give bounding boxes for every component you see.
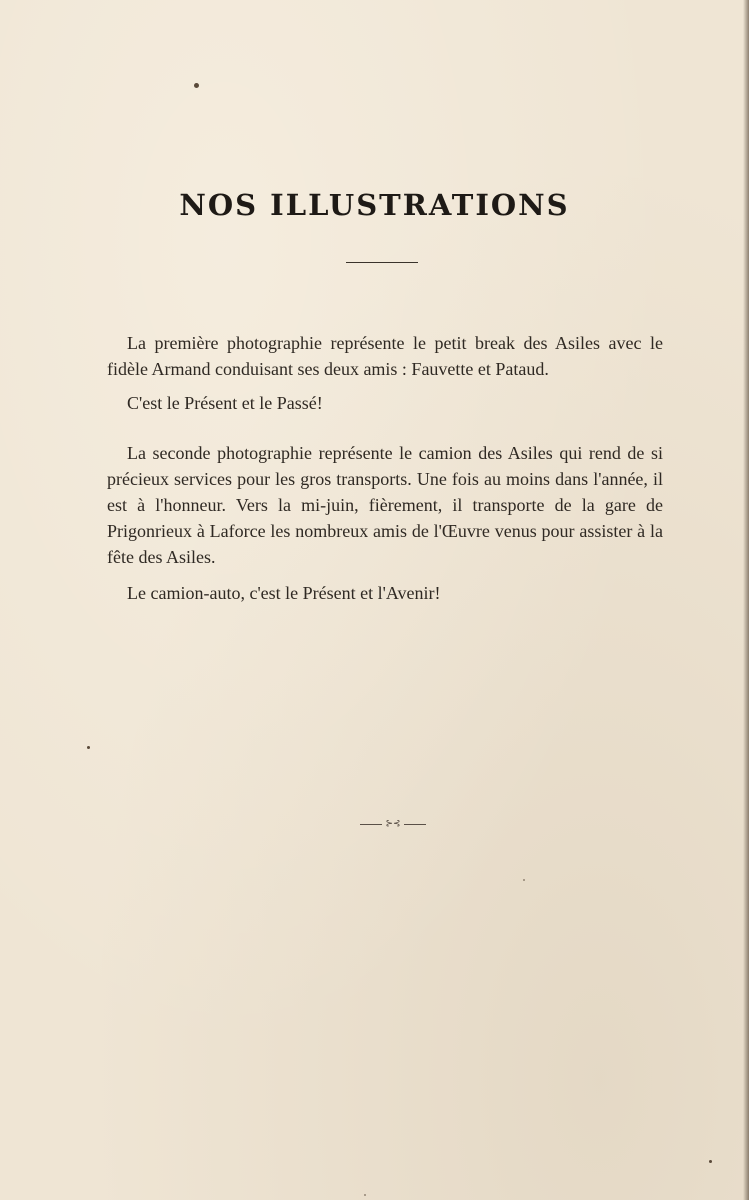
ink-speck: [709, 1160, 712, 1163]
page-title: NOS ILLUSTRATIONS: [179, 188, 570, 222]
paragraph-present-future: Le camion-auto, c'est le Présent et l'Avenir!: [127, 583, 441, 603]
article-body: [107, 330, 663, 606]
page-edge-shadow: [743, 0, 749, 1200]
ink-speck: [523, 879, 525, 881]
ink-speck: [194, 83, 199, 88]
ink-speck: [364, 1194, 366, 1196]
title-divider: [346, 262, 418, 263]
ornament-knot-icon: ⊱⊰: [385, 819, 401, 829]
closing-ornament: [356, 816, 430, 832]
paragraph-first-photo: La première photographie représente le petit break des Asiles avec le fidèle Armand conduisant ses deux amis : Fauvette et Pataud.: [107, 333, 663, 379]
ink-speck: [87, 746, 90, 749]
paragraph-second-photo: La seconde photographie représente le camion des Asiles qui rend de si précieux services pour les gros transports. Une fois au moins dans l'année, il est à l'honneur. Vers la mi-juin, fièrement, il transporte de la gare de Prigonrieux à Laforce les nombreux amis de l'Œuvre venus pour assister à la fête des Asiles.: [107, 443, 663, 567]
ornament-line-right: [404, 824, 426, 825]
paragraph-present-past: C'est le Présent et le Passé!: [127, 393, 323, 413]
ornament-line-left: [360, 824, 382, 825]
